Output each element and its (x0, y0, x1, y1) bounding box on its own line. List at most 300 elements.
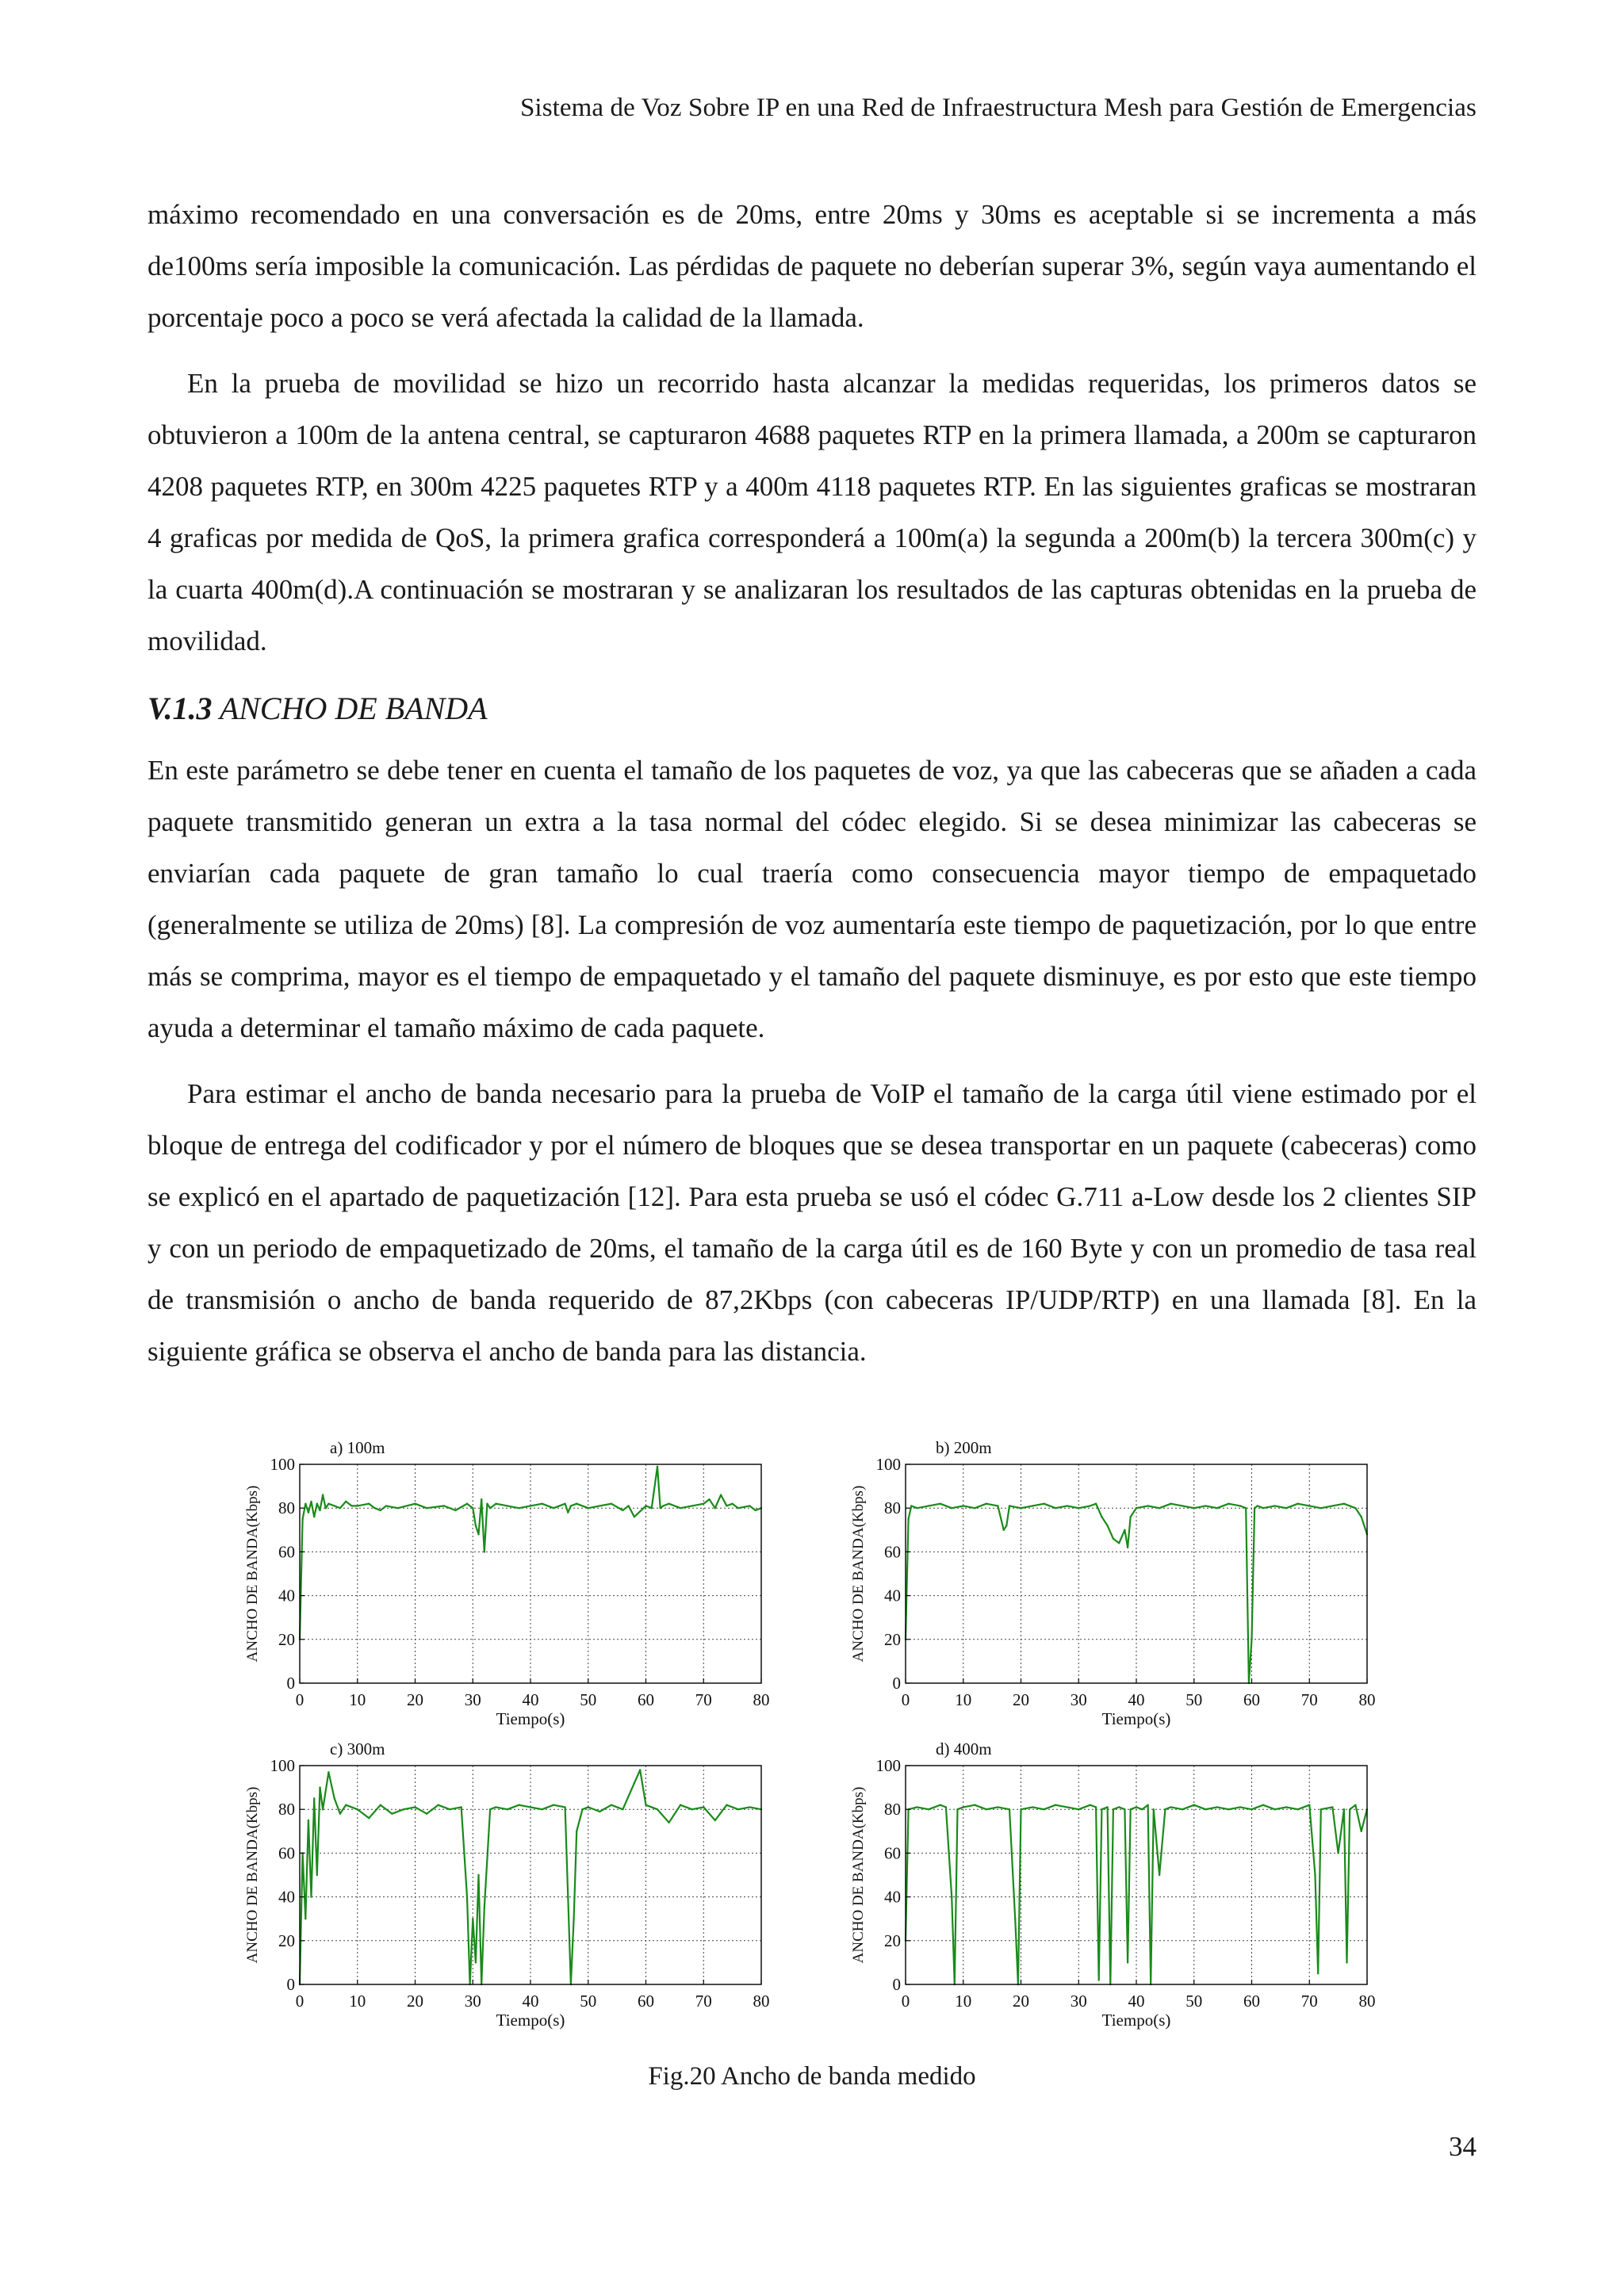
x-tick-label: 70 (1300, 1992, 1318, 2011)
data-point (726, 1505, 727, 1506)
data-point (573, 1918, 574, 1919)
data-point (334, 1505, 335, 1506)
data-point (472, 1918, 473, 1919)
x-tick-label: 20 (1013, 1992, 1029, 2011)
data-point (1331, 1806, 1333, 1808)
x-tick-label: 50 (1185, 1992, 1203, 2011)
data-point (1130, 1808, 1132, 1810)
data-point (327, 1503, 329, 1505)
data-point (668, 1822, 669, 1823)
data-point (916, 1507, 917, 1509)
data-point (1331, 1505, 1333, 1506)
data-point (588, 1507, 589, 1509)
data-point (974, 1804, 975, 1806)
data-point (657, 1808, 658, 1810)
x-tick-label: 30 (1070, 1992, 1087, 2011)
data-point (553, 1804, 554, 1806)
figure-caption: Fig.20 Ancho de banda medido (648, 2062, 976, 2091)
data-point (1346, 1961, 1347, 1963)
x-tick-label: 30 (1070, 1690, 1087, 1709)
data-point (1020, 1808, 1021, 1810)
data-point (1349, 1808, 1350, 1810)
data-point (530, 1505, 531, 1506)
data-point (1147, 1804, 1148, 1806)
data-point (963, 1806, 964, 1808)
data-point (339, 1507, 341, 1509)
data-point (567, 1896, 569, 1897)
data-point (1113, 1538, 1114, 1540)
y-tick-label: 80 (278, 1800, 295, 1820)
data-point (449, 1808, 450, 1810)
data-point (1320, 1808, 1322, 1810)
data-point (313, 1516, 315, 1517)
data-point (1106, 1806, 1108, 1808)
x-tick-label: 80 (1358, 1992, 1376, 2011)
data-point (489, 1808, 491, 1810)
data-point (1032, 1806, 1033, 1808)
data-point (1361, 1516, 1362, 1517)
data-point (304, 1918, 306, 1919)
data-point (599, 1811, 600, 1812)
data-point (737, 1507, 739, 1509)
x-axis-label: Tiempo(s) (496, 1709, 565, 1728)
data-point (974, 1507, 975, 1509)
data-point (1078, 1507, 1079, 1509)
data-point (951, 1896, 952, 1897)
data-point (916, 1806, 917, 1808)
data-point (1159, 1507, 1160, 1509)
x-tick-label: 70 (1300, 1690, 1318, 1709)
data-point (564, 1503, 565, 1505)
data-point (668, 1503, 669, 1505)
data-point (1262, 1507, 1264, 1509)
data-point (1067, 1806, 1068, 1808)
data-point (634, 1516, 635, 1517)
data-point (660, 1507, 661, 1509)
data-point (301, 1518, 303, 1520)
y-tick-label: 40 (884, 1586, 901, 1605)
data-point (1361, 1831, 1362, 1832)
running-header: Sistema de Voz Sobre IP en una Red de Infraestructura Mesh para Gestión de Emergencias (519, 94, 1477, 122)
data-point (1320, 1507, 1322, 1509)
data-point (1009, 1505, 1010, 1506)
data-point (1251, 1639, 1252, 1640)
x-tick-label: 0 (901, 1690, 910, 1709)
data-point (714, 1507, 716, 1509)
data-point (662, 1505, 664, 1506)
data-point (437, 1804, 439, 1806)
data-point (691, 1808, 693, 1810)
data-point (495, 1503, 496, 1505)
section-title: ANCHO DE BANDA (219, 691, 488, 726)
data-point (581, 1808, 583, 1810)
data-point (755, 1510, 756, 1511)
data-point (1343, 1503, 1345, 1505)
x-axis-label: Tiempo(s) (1101, 1709, 1171, 1728)
data-point (553, 1507, 554, 1509)
data-point (564, 1806, 565, 1808)
y-axis-label: ANCHO DE BANDA(Kbps) (850, 1786, 867, 1964)
data-point (304, 1503, 306, 1505)
data-point (1113, 1808, 1114, 1810)
data-point (1003, 1529, 1005, 1531)
data-point (1159, 1874, 1160, 1876)
data-point (720, 1494, 722, 1495)
data-point (1343, 1808, 1345, 1810)
data-point (1170, 1503, 1171, 1505)
data-point (731, 1503, 733, 1505)
y-tick-label: 100 (875, 1455, 901, 1474)
data-point (373, 1507, 375, 1509)
data-point (1118, 1806, 1120, 1808)
data-point (1354, 1804, 1356, 1806)
subplot-c-300m (238, 1724, 777, 2034)
x-tick-label: 20 (407, 1992, 423, 2011)
x-tick-label: 30 (464, 1690, 481, 1709)
subplot-title: b) 200m (936, 1438, 992, 1457)
data-point (997, 1505, 998, 1506)
data-point (1317, 1973, 1319, 1974)
data-point (749, 1505, 750, 1506)
data-point (1090, 1505, 1091, 1506)
data-point (680, 1507, 681, 1509)
data-point (1285, 1806, 1287, 1808)
data-point (1239, 1505, 1241, 1506)
data-point (475, 1525, 477, 1526)
data-point (472, 1507, 473, 1509)
page-number: 34 (1449, 2131, 1477, 2162)
data-point (1098, 1979, 1100, 1980)
data-point (1014, 1918, 1016, 1919)
data-point (567, 1512, 569, 1513)
data-point (940, 1804, 941, 1806)
data-point (461, 1806, 462, 1808)
data-point (414, 1806, 416, 1808)
data-point (963, 1505, 964, 1506)
data-point (316, 1503, 318, 1505)
data-point (1095, 1503, 1097, 1505)
data-point (1124, 1529, 1125, 1531)
subplot-b-200m (844, 1423, 1383, 1732)
data-point (486, 1503, 488, 1505)
data-point (1101, 1516, 1102, 1517)
x-tick-label: 20 (407, 1690, 423, 1709)
data-point (319, 1786, 320, 1788)
data-point (357, 1505, 358, 1506)
data-point (1127, 1961, 1128, 1963)
data-point (443, 1505, 445, 1506)
y-axis-label: ANCHO DE BANDA(Kbps) (850, 1485, 867, 1663)
x-tick-label: 10 (955, 1690, 972, 1709)
data-point (1308, 1505, 1310, 1506)
data-point (477, 1874, 479, 1876)
data-point (1095, 1806, 1097, 1808)
data-point (611, 1804, 612, 1806)
data-point (325, 1507, 327, 1509)
y-tick-label: 0 (892, 1975, 901, 1994)
x-tick-label: 10 (349, 1992, 366, 2011)
y-tick-label: 20 (278, 1629, 295, 1649)
data-point (1055, 1804, 1056, 1806)
data-point (703, 1806, 704, 1808)
data-point (319, 1510, 320, 1511)
subplot-a-100m (238, 1423, 777, 1732)
data-point (1228, 1808, 1229, 1810)
data-point (1164, 1808, 1166, 1810)
y-tick-label: 100 (270, 1455, 295, 1474)
data-point (1130, 1516, 1132, 1517)
data-point (397, 1507, 399, 1509)
data-point (928, 1505, 929, 1506)
data-point (1205, 1505, 1206, 1506)
data-point (380, 1510, 381, 1511)
x-tick-label: 0 (901, 1992, 910, 2011)
section-heading (147, 681, 1477, 737)
data-point (622, 1510, 623, 1511)
data-point (1257, 1505, 1258, 1506)
x-tick-label: 80 (753, 1690, 770, 1709)
figure-bandwidth (0, 1423, 1624, 2042)
data-point (599, 1505, 600, 1506)
data-point (588, 1806, 589, 1808)
data-point (1005, 1525, 1007, 1526)
data-point (1245, 1507, 1247, 1509)
data-point (1170, 1806, 1171, 1808)
data-point (1118, 1542, 1120, 1544)
x-tick-label: 0 (295, 1992, 304, 2011)
data-point (1205, 1808, 1206, 1810)
data-point (334, 1797, 335, 1799)
data-point (477, 1533, 479, 1535)
data-point (322, 1494, 324, 1495)
data-point (714, 1820, 716, 1821)
data-point (1090, 1804, 1091, 1806)
x-tick-label: 60 (638, 1992, 654, 2011)
data-point (945, 1806, 947, 1808)
data-point (986, 1503, 987, 1505)
data-point (910, 1505, 912, 1506)
data-point (1216, 1507, 1218, 1509)
data-point (308, 1512, 309, 1513)
data-point (1297, 1808, 1299, 1810)
data-point (385, 1505, 387, 1506)
data-point (691, 1505, 693, 1506)
data-point (310, 1896, 312, 1897)
data-point (928, 1808, 929, 1810)
data-point (484, 1907, 485, 1908)
data-point (1274, 1505, 1275, 1506)
x-tick-label: 60 (1243, 1992, 1260, 2011)
data-point (313, 1797, 315, 1799)
data-point (1239, 1806, 1241, 1808)
data-point (611, 1503, 612, 1505)
data-point (339, 1813, 341, 1815)
data-point (530, 1806, 531, 1808)
data-point (956, 1808, 958, 1810)
data-point (1297, 1503, 1299, 1505)
x-tick-label: 10 (955, 1992, 972, 2011)
data-point (368, 1817, 370, 1819)
data-point (310, 1501, 312, 1502)
data-point (308, 1820, 309, 1821)
data-point (645, 1505, 646, 1506)
paragraph-2: En la prueba de movilidad se hizo un recorrido hasta alcanzar la medidas requeridas, los primeros datos se obtuvieron a 100m de la antena central, se capturaron 4688 paquetes RTP en la primera llamada, a 200m se capturaron 4208 paquetes RTP, en 300m 4225 paquetes RTP y a 400m 4118 paquetes RTP. En las siguientes graficas se mostraran 4 graficas por medida de QoS, la primera grafica corresponderá a 100m(a) la segunda a 200m(b) la tercera 300m(c) y la cuarta 400m(d).A continuación se mostraran y se analizaran los resultados de las capturas obtenidas en la prueba de movilidad. (147, 368, 1477, 656)
y-tick-label: 0 (286, 1975, 295, 1994)
x-tick-label: 0 (295, 1690, 304, 1709)
data-point (1193, 1804, 1195, 1806)
data-point (645, 1804, 646, 1806)
x-axis-label: Tiempo(s) (1101, 2011, 1171, 2030)
data-point (986, 1808, 987, 1810)
y-tick-label: 20 (884, 1629, 901, 1649)
data-point (1308, 1804, 1310, 1806)
y-tick-label: 80 (884, 1498, 901, 1518)
x-tick-label: 50 (1185, 1690, 1203, 1709)
subplot-title: c) 300m (330, 1739, 385, 1758)
paragraph-4: Para estimar el ancho de banda necesario para la prueba de VoIP el tamaño de la carga útil viene estimado por el bloque de entrega del codificador y por el número de bloques que se desea transportar en un paquete (cabeceras) como se explicó en el apartado de paquetización [12]. Para esta prueba se usó el códec G.711 a-Low desde los 2 clientes SIP y con un periodo de empaquetizado de 20ms, el tamaño de la carga útil es de 160 Byte y con un promedio de tasa real de transmisión o ancho de banda requerido de 87,2Kbps (con cabeceras IP/UDP/RTP) en una llamada [8]. En la siguiente gráfica se observa el ancho de banda para las distancia. (147, 1078, 1477, 1367)
y-tick-label: 40 (278, 1586, 295, 1605)
y-tick-label: 100 (875, 1756, 901, 1775)
data-point (507, 1808, 508, 1810)
data-point (475, 1961, 477, 1963)
data-point (1254, 1507, 1255, 1509)
data-point (570, 1505, 572, 1506)
y-tick-label: 20 (278, 1931, 295, 1950)
data-point (1124, 1808, 1125, 1810)
paragraph-3: En este parámetro se debe tener en cuenta el tamaño de los paquetes de voz, ya que las cabeceras que se añaden a cada paquete transmitido generan un extra a la tasa normal del códec elegido. Si se desea minimizar las cabeceras se enviarían cada paquete de gran tamaño lo cual traería como consecuencia mayor tiempo de empaquetado (generalmente se utiliza de 20ms) [8]. La compresión de voz aumentaría este tiempo de paquetización, por lo que entre más se comprima, mayor es el tiempo de empaquetado y el tamaño del paquete disminuye, es por esto que este tiempo ayuda a determinar el tamaño máximo de cada paquete. (147, 755, 1477, 1043)
data-point (481, 1498, 482, 1500)
y-tick-label: 40 (884, 1887, 901, 1907)
data-point (576, 1831, 577, 1832)
x-tick-label: 60 (638, 1690, 654, 1709)
data-point (1043, 1503, 1044, 1505)
x-tick-label: 10 (349, 1690, 366, 1709)
data-point (327, 1771, 329, 1773)
data-point (1009, 1808, 1010, 1810)
data-point (1067, 1505, 1068, 1506)
y-tick-label: 100 (270, 1756, 295, 1775)
data-point (1101, 1808, 1102, 1810)
data-point (651, 1507, 653, 1509)
data-point (541, 1808, 542, 1810)
data-point (403, 1808, 404, 1810)
x-tick-label: 40 (522, 1992, 539, 2011)
data-point (484, 1551, 485, 1552)
data-point (1314, 1874, 1316, 1876)
y-axis-label: ANCHO DE BANDA(Kbps) (244, 1485, 261, 1663)
data-point (1251, 1808, 1252, 1810)
data-point (997, 1806, 998, 1808)
data-point (1153, 1808, 1155, 1810)
data-point (380, 1804, 381, 1806)
x-tick-label: 20 (1013, 1690, 1029, 1709)
data-point (426, 1813, 427, 1815)
y-tick-label: 80 (278, 1498, 295, 1518)
x-tick-label: 50 (580, 1992, 597, 2011)
data-point (1020, 1507, 1021, 1509)
y-tick-label: 60 (884, 1843, 901, 1863)
data-point (1182, 1808, 1183, 1810)
x-tick-label: 50 (580, 1690, 597, 1709)
data-point (703, 1503, 704, 1505)
data-point (737, 1808, 739, 1810)
data-point (1136, 1806, 1137, 1808)
data-point (414, 1503, 416, 1505)
data-point (951, 1507, 952, 1509)
data-point (1127, 1547, 1128, 1548)
y-tick-label: 60 (884, 1542, 901, 1562)
page-content (147, 189, 1477, 1391)
data-point (622, 1808, 623, 1810)
data-point (628, 1505, 630, 1506)
y-axis-label: ANCHO DE BANDA(Kbps) (244, 1786, 261, 1964)
data-point (1055, 1507, 1056, 1509)
data-point (1136, 1507, 1137, 1509)
data-point (454, 1510, 456, 1511)
data-point (1285, 1507, 1287, 1509)
data-point (322, 1808, 324, 1810)
y-tick-label: 80 (884, 1800, 901, 1820)
data-point (316, 1874, 318, 1876)
data-point (639, 1769, 641, 1770)
x-axis-label: Tiempo(s) (496, 2011, 565, 2030)
x-tick-label: 80 (1358, 1690, 1376, 1709)
data-point (357, 1808, 358, 1810)
data-point (518, 1507, 519, 1509)
x-tick-label: 60 (1243, 1690, 1260, 1709)
y-tick-label: 0 (286, 1674, 295, 1693)
data-point (749, 1806, 750, 1808)
x-tick-label: 70 (695, 1992, 712, 2011)
y-tick-label: 40 (278, 1887, 295, 1907)
data-point (518, 1804, 519, 1806)
data-point (708, 1498, 710, 1500)
x-tick-label: 40 (522, 1690, 539, 1709)
paragraph-1: máximo recomendado en una conversación es de 20ms, entre 20ms y 30ms es aceptable si se incrementa a más de100ms sería imposible la comunicación. Las pérdidas de paquete no deberían superar 3%, según vaya aumentando el porcentaje poco a poco se verá afectada la calidad de la llamada. (147, 199, 1477, 333)
data-point (1182, 1505, 1183, 1506)
data-point (426, 1507, 427, 1509)
data-point (940, 1503, 941, 1505)
data-point (495, 1806, 496, 1808)
x-tick-label: 80 (753, 1992, 770, 2011)
data-point (1228, 1503, 1229, 1505)
data-point (1147, 1505, 1148, 1506)
data-point (1262, 1804, 1264, 1806)
data-point (1337, 1852, 1339, 1854)
data-point (657, 1466, 658, 1468)
data-point (1274, 1808, 1275, 1810)
data-point (345, 1501, 347, 1502)
y-tick-label: 60 (278, 1843, 295, 1863)
x-tick-label: 40 (1128, 1992, 1145, 2011)
data-point (576, 1503, 577, 1505)
data-point (1216, 1806, 1218, 1808)
section-number: V.1.3 (147, 691, 213, 726)
data-point (1043, 1808, 1044, 1810)
data-point (680, 1804, 681, 1806)
x-tick-label: 70 (695, 1690, 712, 1709)
data-point (1032, 1505, 1033, 1506)
data-point (1078, 1808, 1079, 1810)
data-point (1106, 1525, 1108, 1526)
y-tick-label: 0 (892, 1674, 901, 1693)
data-point (368, 1503, 370, 1505)
subplot-title: a) 100m (330, 1438, 385, 1457)
data-point (634, 1782, 635, 1784)
data-point (1354, 1507, 1356, 1509)
data-point (350, 1505, 352, 1506)
x-tick-label: 30 (464, 1992, 481, 2011)
